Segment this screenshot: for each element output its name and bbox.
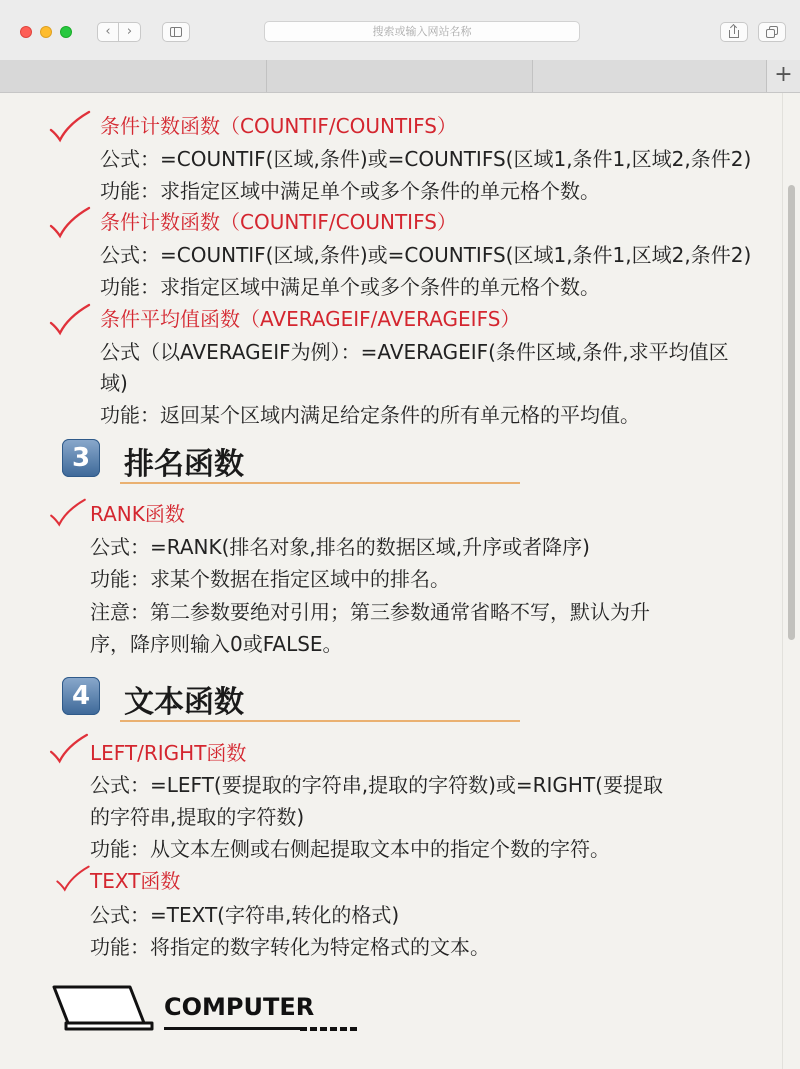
address-placeholder: 搜索或输入网站名称: [372, 25, 472, 38]
chevron-right-icon: ›: [126, 24, 133, 39]
footer-logo-text: COMPUTER: [164, 993, 315, 1021]
footer-underline: [164, 1027, 300, 1030]
address-bar[interactable]: [264, 21, 580, 42]
checkmark-icon: [54, 865, 92, 893]
formula-averageif-line1: 公式（以AVERAGEIF为例）：=AVERAGEIF(条件区域,条件,求平均值区: [100, 340, 729, 364]
tab-bar: [0, 60, 800, 93]
minimize-window-button[interactable]: [40, 26, 52, 38]
section-title-text: 文本函数: [124, 685, 244, 720]
formula-countif-1: 公式：=COUNTIF(区域,条件)或=COUNTIFS(区域1,条件1,区域2,条件2): [100, 147, 752, 171]
new-tab-button[interactable]: [766, 60, 800, 92]
zoom-window-button[interactable]: [60, 26, 72, 38]
forward-button[interactable]: [119, 22, 141, 42]
formula-rank: 公式：=RANK(排名对象,排名的数据区域,升序或者降序): [90, 535, 590, 559]
formula-left-right-line1: 公式：=LEFT(要提取的字符串,提取的字符数)或=RIGHT(要提取: [90, 773, 663, 797]
checkmark-icon: [48, 498, 88, 528]
heading-countif-1: 条件计数函数（COUNTIF/COUNTIFS）: [100, 114, 457, 138]
function-countif-1: 功能：求指定区域中满足单个或多个条件的单元格个数。: [100, 179, 600, 203]
plus-icon: +: [774, 62, 793, 87]
note-rank-line2: 序，降序则输入0或FALSE。: [90, 632, 343, 656]
formula-averageif-line2: 域): [100, 371, 128, 395]
checkmark-icon: [48, 206, 92, 240]
formula-countif-2: 公式：=COUNTIF(区域,条件)或=COUNTIFS(区域1,条件1,区域2,条件2): [100, 243, 752, 267]
note-rank-line1: 注意：第二参数要绝对引用；第三参数通常省略不写，默认为升: [90, 600, 650, 624]
laptop-icon: [48, 983, 158, 1035]
scrollbar-thumb[interactable]: [788, 185, 795, 640]
function-text: 功能：将指定的数字转化为特定格式的文本。: [90, 935, 490, 959]
checkmark-icon: [48, 733, 90, 765]
heading-text: TEXT函数: [90, 869, 181, 893]
checkmark-icon: [48, 303, 92, 337]
section-number-badge: 4: [62, 677, 100, 715]
chevron-left-icon: ‹: [105, 24, 111, 39]
tab-2[interactable]: [267, 60, 533, 92]
footer-dashes: [300, 1027, 358, 1031]
function-countif-2: 功能：求指定区域中满足单个或多个条件的单元格个数。: [100, 275, 600, 299]
function-left-right: 功能：从文本左侧或右侧起提取文本中的指定个数的字符。: [90, 837, 610, 861]
formula-text: 公式：=TEXT(字符串,转化的格式): [90, 903, 400, 927]
browser-titlebar: [0, 0, 800, 61]
heading-countif-2: 条件计数函数（COUNTIF/COUNTIFS）: [100, 210, 457, 234]
heading-left-right: LEFT/RIGHT函数: [90, 741, 247, 765]
tab-overview-button[interactable]: [758, 22, 786, 42]
section-divider: [120, 720, 520, 722]
section-divider: [120, 482, 520, 484]
section-title-ranking: 排名函数: [124, 447, 244, 482]
back-button[interactable]: [97, 22, 119, 42]
formula-left-right-line2: 的字符串,提取的字符数): [90, 805, 305, 829]
close-window-button[interactable]: [20, 26, 32, 38]
sidebar-toggle-button[interactable]: [162, 22, 190, 42]
function-rank: 功能：求某个数据在指定区域中的排名。: [90, 567, 450, 591]
checkmark-icon: [48, 110, 92, 144]
sidebar-icon: [170, 27, 182, 37]
heading-rank: RANK函数: [90, 502, 185, 526]
page-content: [0, 93, 800, 1069]
function-averageif: 功能：返回某个区域内满足给定条件的所有单元格的平均值。: [100, 403, 640, 427]
share-button[interactable]: [720, 22, 748, 42]
tab-1[interactable]: [0, 60, 267, 92]
heading-averageif: 条件平均值函数（AVERAGEIF/AVERAGEIFS）: [100, 307, 521, 331]
section-number-badge: 3: [62, 439, 100, 477]
